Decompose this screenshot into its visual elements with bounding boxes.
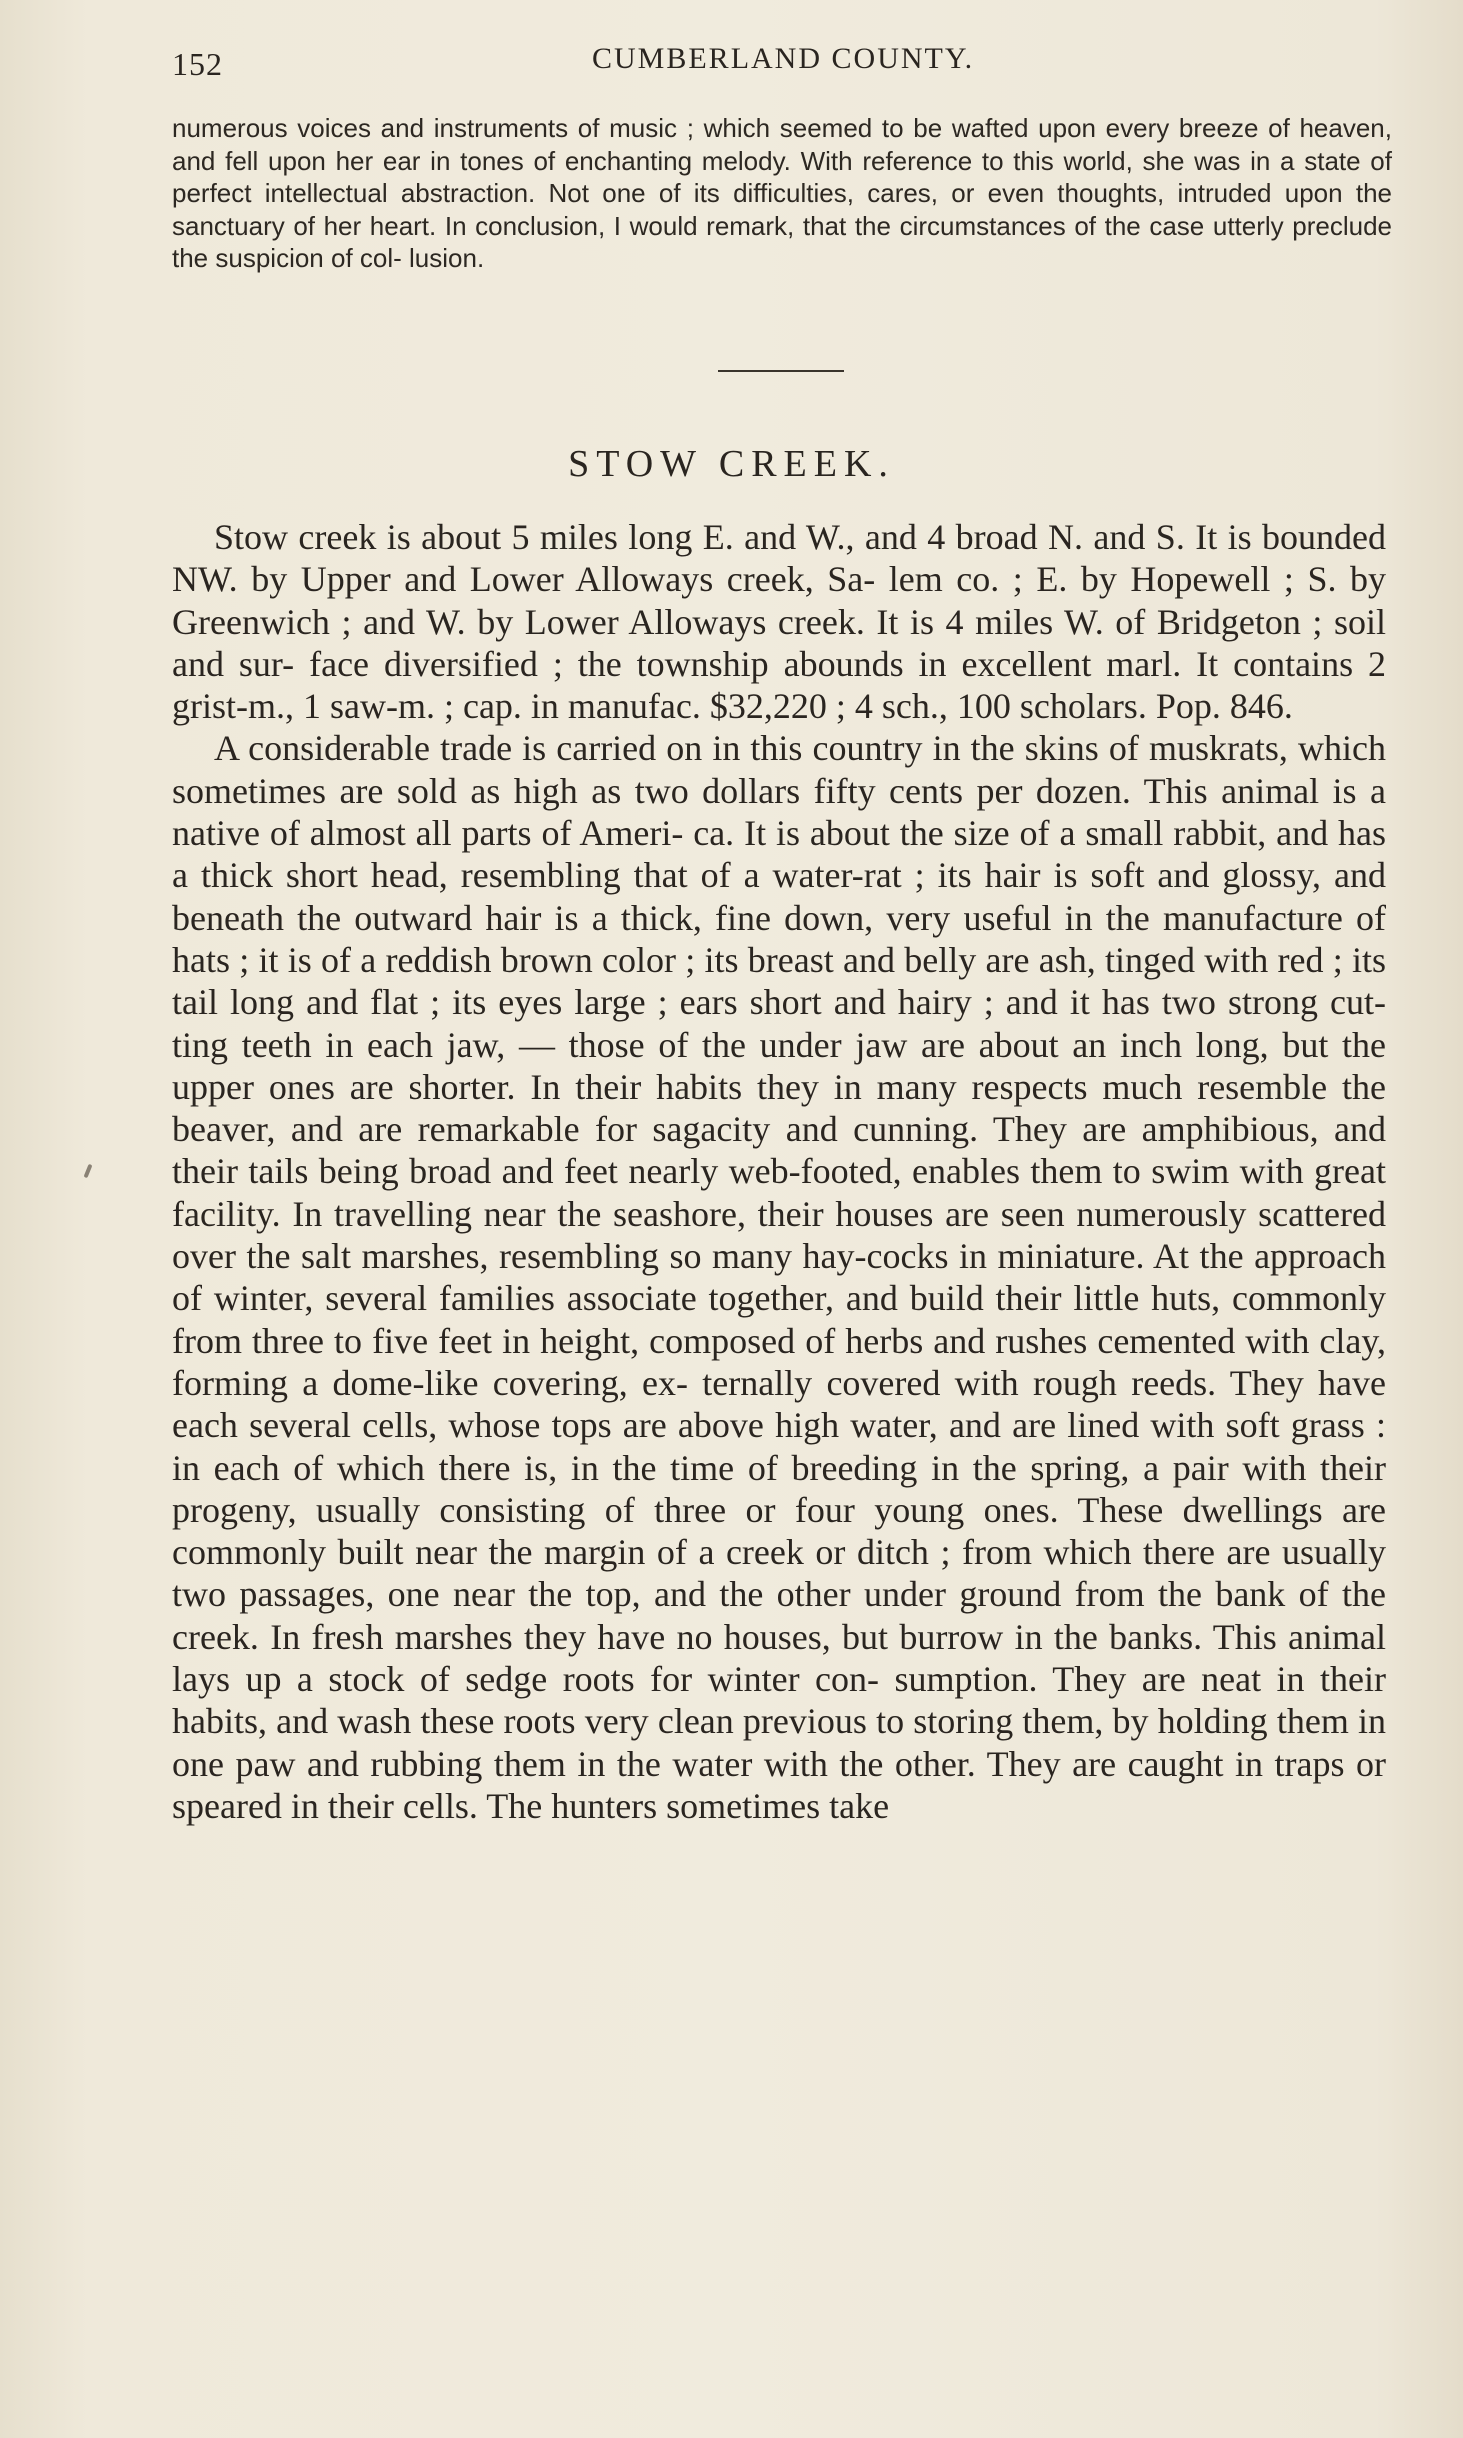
paragraph-township-description: Stow creek is about 5 miles long E. and W., and 4 broad N. and S. It is bounded NW. by Upper and Lower Alloways creek, Sa- lem co. ; E. by Hopewell ; S. by Greenwich ; and W. by Lower Alloways creek. It is 4 miles W. of Bridgeton ; soil and sur- face diversified ; the township abounds in excellent marl. It contains 2 grist-m., 1 saw-m. ; cap. in manufac. $32,220 ; 4 sch., 100 scholars. Pop. 846. bbox=[172, 517, 1386, 727]
previous-section-paragraph: numerous voices and instruments of music ; which seemed to be wafted upon every breeze of heaven, and fell upon her ear in tones of enchanting melody. With reference to this world, she was in a state of perfect intellectual abstraction. Not one of its difficulties, cares, or even thoughts, intruded upon the sanctuary of her heart. In conclusion, I would remark, that the circumstances of the case utterly preclude the suspicion of col- lusion. bbox=[172, 113, 1392, 273]
margin-mark bbox=[84, 1164, 93, 1178]
section-divider bbox=[718, 370, 844, 372]
page-number: 152 bbox=[172, 46, 223, 82]
running-title: CUMBERLAND COUNTY. bbox=[592, 42, 975, 75]
paragraph-muskrat-trade: A considerable trade is carried on in this country in the skins of muskrats, which sometimes are sold as high as two dollars fifty cents per dozen. This animal is a native of almost all parts of Ameri- ca. It is about the size of a small rabbit, and has a thick short head, resembling that of a water-rat ; its hair is soft and glossy, and beneath the outward hair is a thick, fine down, very useful in the manufacture of hats ; it is of a reddish brown color ; its breast and belly are ash, tinged with red ; its tail long and flat ; its eyes large ; ears short and hairy ; and it has two strong cut- ting teeth in each jaw, — those of the under jaw are about an inch long, but the upper ones are shorter. In their habits they in many respects much resemble the beaver, and are remarkable for sagacity and cunning. They are amphibious, and their tails being broad and feet nearly web-footed, enables them to swim with great facility. In travelling near the seashore, their houses are seen numerously scattered over the salt marshes, resembling so many hay-cocks in miniature. At the approach of winter, several families associate together, and build their little huts, commonly from three to five feet in height, composed of herbs and rushes cemented with clay, forming a dome-like covering, ex- ternally covered with rough reeds. They have each several cells, whose tops are above high water, and are lined with soft grass : in each of which there is, in the time of breeding in the spring, a pair with their progeny, usually consisting of three or four young ones. These dwellings are commonly built near the margin of a creek or ditch ; from which there are usually two passages, one near the top, and the other under ground from the bank of the creek. In fresh marshes they have no houses, but burrow in the banks. This animal lays up a stock of sedge roots for winter con- sumption. They are neat in their habits, and wash these roots very clean previous to storing them, by holding them in one paw and rubbing them in the water with the other. They are caught in traps or speared in their cells. The hunters sometimes take bbox=[172, 728, 1386, 1826]
section-body bbox=[172, 516, 1386, 1827]
previous-section-text bbox=[172, 112, 1392, 275]
section-title: STOW CREEK. bbox=[568, 443, 895, 485]
page-header bbox=[172, 38, 1380, 88]
